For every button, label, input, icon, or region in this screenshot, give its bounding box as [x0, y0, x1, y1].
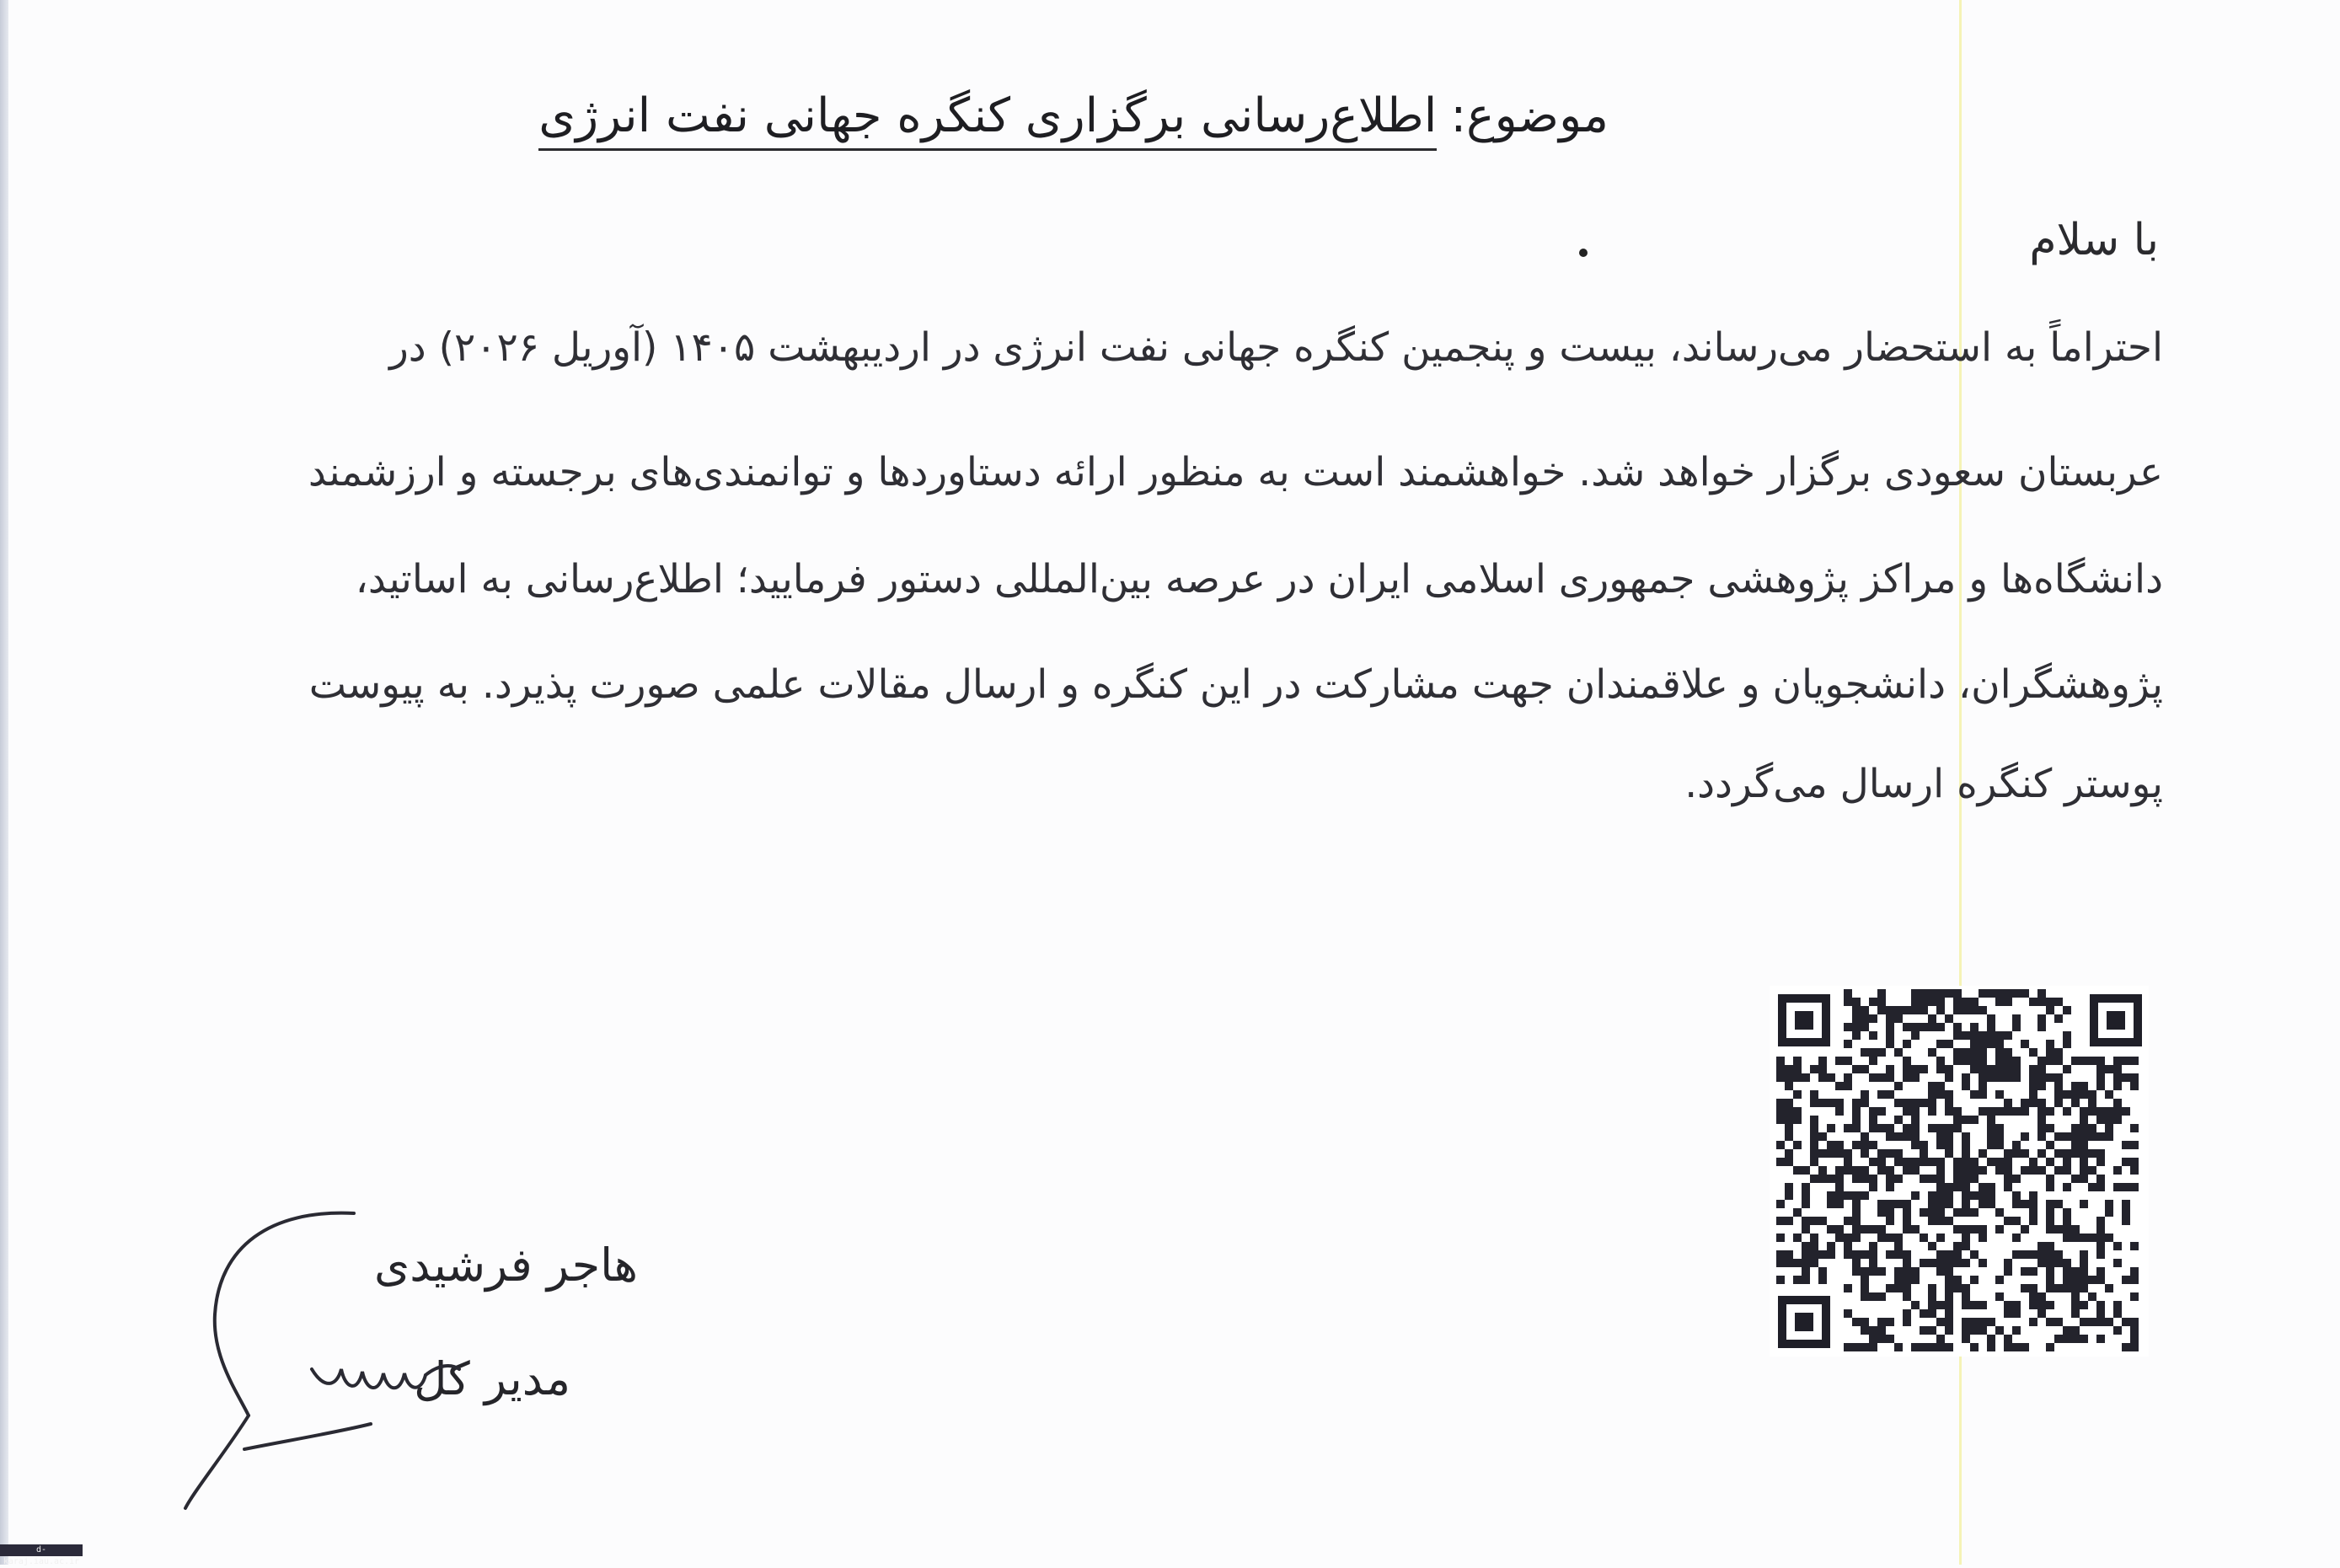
site-watermark: d-karaj.iau.ac.ir — [0, 1544, 83, 1556]
body-line: عربستان سعودی برگزار خواهد شد. خواهشمند است به منظور ارائه دستاوردها و توانمندی‌های برجسته و ارزشمند — [308, 449, 2163, 495]
body-line: دانشگاه‌ها و مراکز پژوهشی جمهوری اسلامی ایران در عرصه بین‌المللی دستور فرمایید؛ اطلاع‌رسانی به اساتید، — [355, 556, 2163, 602]
handwritten-signature — [169, 1196, 573, 1517]
scan-dot — [1579, 249, 1588, 257]
subject-text: اطلاع‌رسانی برگزاری کنگره جهانی نفت انرژی — [538, 88, 1437, 151]
subject-line — [538, 88, 1609, 143]
body-line: پژوهشگران، دانشجویان و علاقمندان جهت مشارکت در این کنگره و ارسال مقالات علمی صورت پذیرد. به پیوست — [308, 661, 2163, 708]
body-line: پوستر کنگره ارسال می‌گردد. — [1684, 761, 2163, 807]
greeting: با سلام — [2029, 215, 2159, 265]
subject-label: موضوع: — [1450, 88, 1609, 143]
body-line: احتراماً به استحضار می‌رساند، بیست و پنجمین کنگره جهانی نفت انرژی در اردیبهشت ۱۴۰۵ (آوریل ۲۰۲۶) در — [389, 324, 2163, 371]
qr-code-image — [1770, 986, 2149, 1357]
signer-name: هاجر فرشیدی — [373, 1239, 638, 1292]
signer-title: مدیر کل — [414, 1352, 570, 1405]
